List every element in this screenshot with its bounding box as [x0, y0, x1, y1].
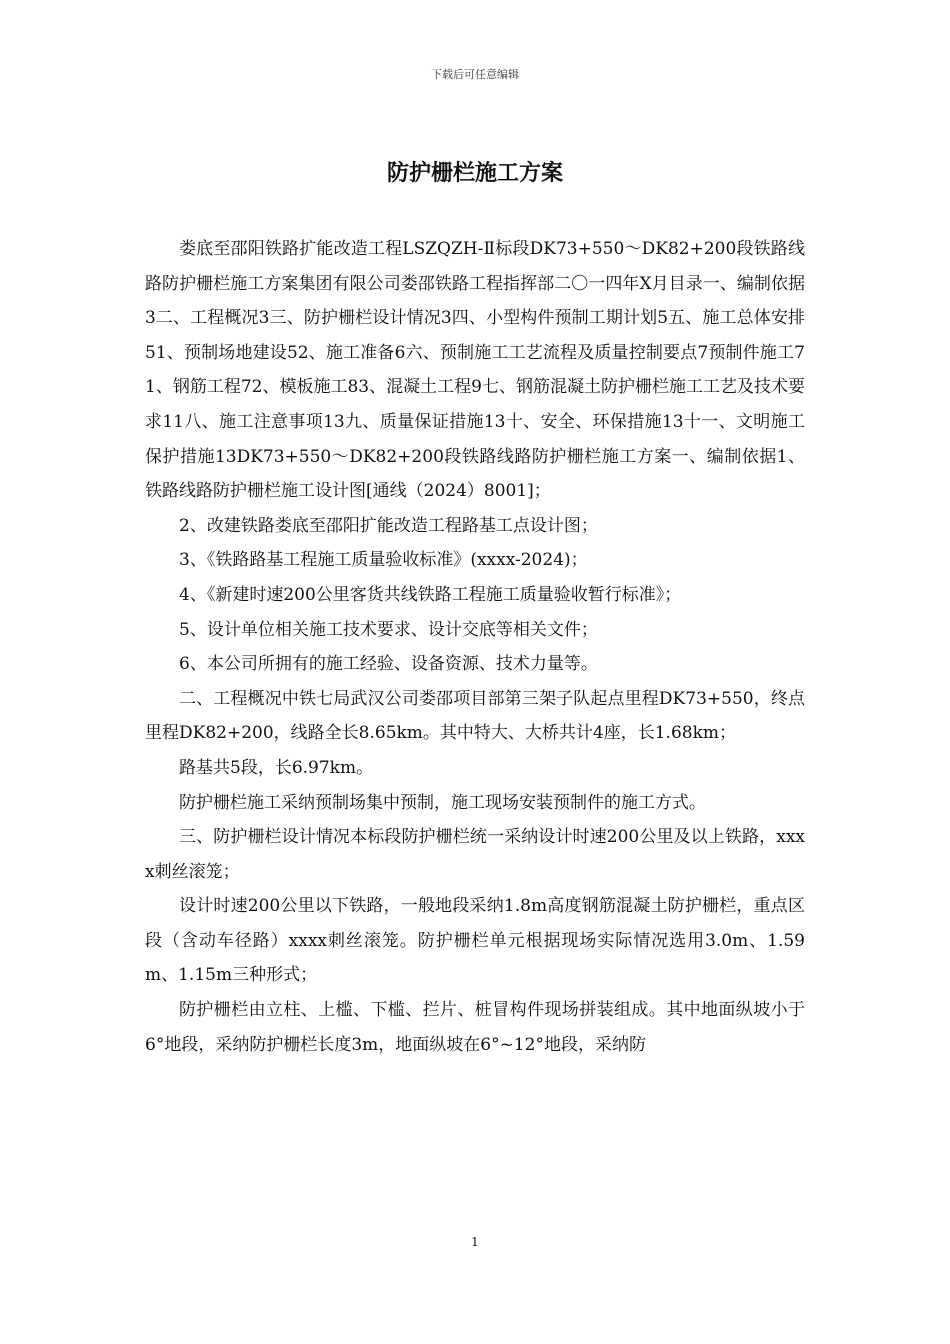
paragraph: 三、防护栅栏设计情况本标段防护栅栏统一采纳设计时速200公里及以上铁路，xxxx刺丝滚笼； — [145, 827, 805, 882]
document-body — [145, 232, 805, 1062]
paragraph: 4、《新建时速200公里客货共线铁路工程施工质量验收暂行标准》； — [179, 584, 682, 605]
document-title: 防护栅栏施工方案 — [386, 161, 563, 186]
paragraph: 防护栅栏由立柱、上槛、下槛、拦片、桩冒构件现场拼装组成。其中地面纵坡小于6°地段，采纳防护栅栏长度3m，地面纵坡在6°~12°地段，采纳防 — [145, 1000, 805, 1055]
paragraph: 6、本公司所拥有的施工经验、设备资源、技术力量等。 — [179, 654, 598, 675]
paragraph: 路基共5段，长6.97km。 — [179, 757, 374, 778]
page-number: 1 — [471, 1235, 479, 1249]
paragraph: 5、设计单位相关施工技术要求、设计交底等相关文件； — [179, 619, 598, 640]
paragraph: 娄底至邵阳铁路扩能改造工程LSZQZH-Ⅱ标段DK73+550～DK82+200段铁路线路防护栅栏施工方案集团有限公司娄邵铁路工程指挥部二〇一四年X月目录一、编制依据3二、工程概况3三、防护栅栏设计情况3四、小型构件预制工期计划5五、施工总体安排51、预制场地建设52、施工准备6六、预制施工工艺流程及质量控制要点7预制件施工71、钢筋工程72、模板施工83、混凝土工程9七、钢筋混凝土防护栅栏施工工艺及技术要求11八、施工注意事项13九、质量保证措施13十、安全、环保措施13十一、文明施工保护措施13DK73+550～DK82+200段铁路线路防护栅栏施工方案一、编制依据1、铁路线路防护栅栏施工设计图[通线（2024）8001]； — [145, 239, 805, 502]
paragraph: 设计时速200公里以下铁路，一般地段采纳1.8m高度钢筋混凝土防护栅栏，重点区段（含动车径路）xxxx刺丝滚笼。防护栅栏单元根据现场实际情况选用3.0m、1.59m、1.15m三种形式； — [145, 896, 805, 986]
paragraph: 2、改建铁路娄底至邵阳扩能改造工程路基工点设计图； — [179, 515, 598, 536]
paragraph: 二、工程概况中铁七局武汉公司娄邵项目部第三架子队起点里程DK73+550，终点里程DK82+200，线路全长8.65km。其中特大、大桥共计4座，长1.68km； — [145, 688, 805, 744]
paragraph: 3、《铁路路基工程施工质量验收标准》(xxxx-2024)； — [179, 550, 588, 571]
paragraph: 防护栅栏施工采纳预制场集中预制，施工现场安装预制件的施工方式。 — [179, 792, 706, 813]
header-note: 下载后可任意编辑 — [431, 68, 519, 81]
